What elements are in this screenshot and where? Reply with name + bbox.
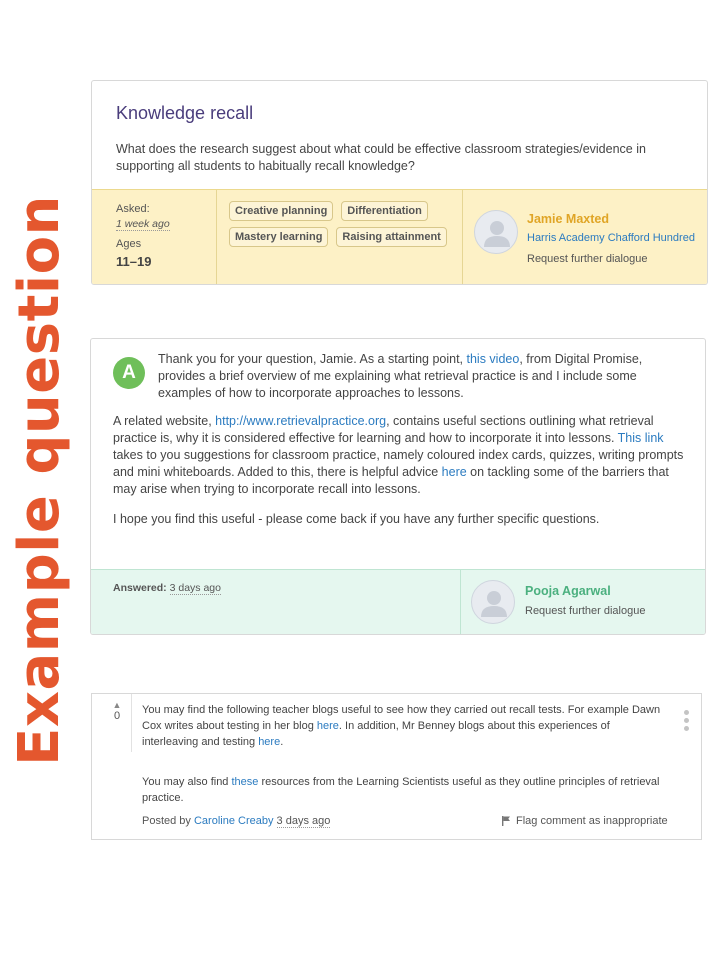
user-avatar-icon [471,580,515,624]
posted-time: 3 days ago [276,815,331,827]
vote-widget [110,700,124,723]
upvote-arrow-icon[interactable]: ▲ [112,700,122,710]
comment-author-link[interactable]: Caroline Creaby [193,815,274,827]
ages-label: Ages [116,238,142,250]
flag-icon [502,816,511,826]
tag-creative-planning[interactable]: Creative planning [229,201,333,221]
user-avatar-icon [474,210,518,254]
answer-text: takes to you suggestions for classroom practice, namely coloured index cards, quizzes, writing prompts and mini whiteboards. Added to this, there is helpful advice [113,448,684,479]
answer-card [90,338,706,635]
comment-text: resources from the Learning Scientists useful as they outline principles of retrieval practice. [142,776,660,804]
here-link[interactable]: here [441,465,467,479]
question-card [91,80,708,285]
answer-paragraph-3: I hope you find this useful - please come back if you have any further specific questions. [113,512,600,526]
comment-text: . In addition, Mr Benney blogs about this experiences of interleaving and testing [142,720,610,748]
question-meta [92,190,217,285]
answer-footer [91,569,706,635]
answerer-request-dialogue[interactable]: Request further dialogue [525,605,646,617]
answer-badge-icon: A [113,357,145,389]
asker-name[interactable]: Jamie Maxted [527,212,609,226]
answered-time: 3 days ago [169,582,221,594]
kebab-menu-icon[interactable] [682,710,692,734]
question-title: Knowledge recall [116,103,254,123]
vote-divider [131,694,132,752]
tag-differentiation[interactable]: Differentiation [341,201,428,221]
answer-text: , from Digital Promise, provides a brief overview of me explaining what retrieval practice is and I include some examples of how to incorporate approaches to lessons. [158,352,643,400]
answer-meta [91,570,461,635]
answer-text: A related website, [113,414,216,428]
comment-text: You may also find [142,776,232,788]
mr-benney-blog-link[interactable]: here [258,736,281,748]
flag-comment-label: Flag comment as inappropriate [516,815,668,827]
this-link-link[interactable]: This link [617,431,664,445]
side-title-text: Example question [6,194,72,766]
comment-paragraph-1 [142,702,667,750]
asker-org-link[interactable]: Harris Academy Chafford Hundred [527,232,695,244]
asked-label: Asked: [116,203,150,215]
asker-request-dialogue[interactable]: Request further dialogue [527,253,648,265]
tag-raising-attainment[interactable]: Raising attainment [336,227,446,247]
answered-label: Answered: [113,582,167,594]
ages-value: 11–19 [116,254,152,269]
question-body: What does the research suggest about what could be effective classroom strategies/evidence in supporting all students to habitually recall knowledge? [116,142,646,173]
question-tags [217,190,463,285]
side-title [8,180,70,780]
answer-paragraph-1 [158,351,686,402]
flag-comment-button[interactable] [502,815,668,827]
comment-paragraph-2 [142,774,667,806]
answerer-name[interactable]: Pooja Agarwal [525,584,611,598]
tag-mastery-learning[interactable]: Mastery learning [229,227,328,247]
vote-count: 0 [113,710,121,722]
comment-text: . [280,736,284,748]
answerer-info [461,570,706,635]
this-video-link[interactable]: this video [466,352,520,366]
these-resources-link[interactable]: these [231,776,259,788]
comment-card [91,693,702,840]
asked-time: 1 week ago [116,218,170,230]
question-footer [92,189,708,285]
comment-text: You may find the following teacher blogs useful to see how they carried out recall tests. For example Dawn Cox writes about testing in her blog [142,704,661,732]
answer-paragraph-2 [113,413,693,498]
answer-text: , contains useful sections outlining what retrieval practice is, why it is considered effective for learning and how to incorporate it into lessons. [113,414,654,445]
answer-text: on tackling some of the barriers that may arise when trying to incorporate recall into lessons. [113,465,669,496]
posted-by-label: Posted by [142,815,194,827]
answer-text: Thank you for your question, Jamie. As a starting point, [158,352,467,366]
asker-info [463,190,708,285]
retrievalpractice-link[interactable]: http://www.retrievalpractice.org [215,414,387,428]
dawn-cox-blog-link[interactable]: here [316,720,339,732]
posted-by [142,815,330,827]
